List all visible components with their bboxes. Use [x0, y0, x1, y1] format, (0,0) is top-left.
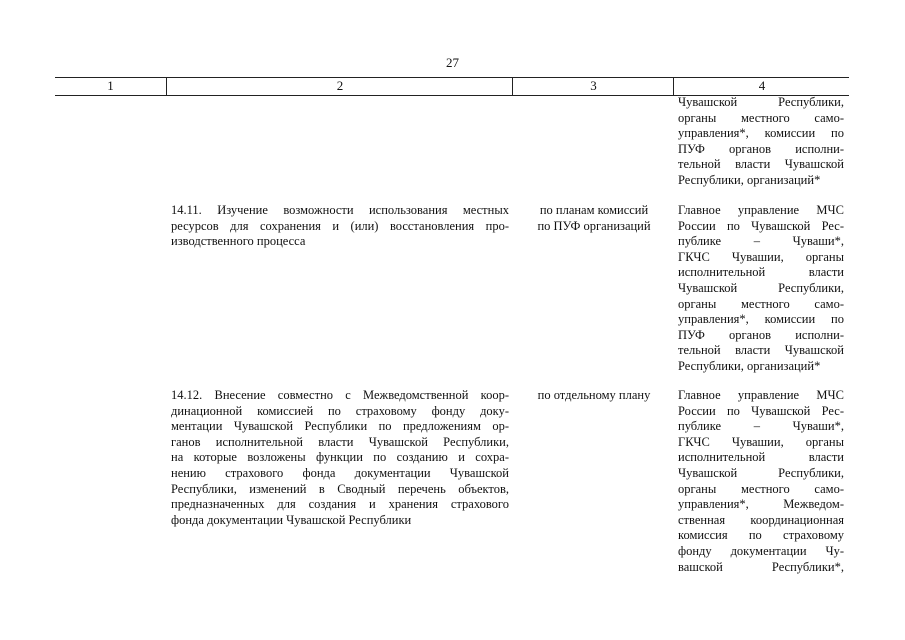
row-14-12-action-cell	[171, 388, 509, 528]
text-line: тельной власти Чувашской	[678, 157, 844, 172]
text-line: органы местного само-	[678, 481, 844, 496]
text-line: Республики, организаций*	[678, 172, 821, 187]
row-14-11-deadline-cell	[527, 203, 661, 234]
row-14-11-responsible-cell	[678, 203, 844, 375]
text-line: Республики, изменений в Сводный перечень объектов,	[171, 481, 509, 496]
row-14-11-action-cell	[171, 203, 509, 250]
text-line: изводственного процесса	[171, 234, 306, 249]
text-line: комиссия по страховому	[678, 528, 844, 543]
row-1-responsible-cell	[678, 95, 844, 189]
text-line: исполнительной власти	[678, 450, 844, 465]
text-line: России по Чувашской Рес-	[678, 403, 844, 418]
text-line: публике – Чуваши*,	[678, 419, 844, 434]
text-line: ПУФ органов исполни-	[678, 327, 844, 342]
table-header-row	[55, 77, 849, 96]
text-line: России по Чувашской Рес-	[678, 218, 844, 233]
row-14-12-responsible-cell	[678, 388, 844, 575]
column-header-3: 3	[512, 78, 674, 95]
text-line: органы местного само-	[678, 110, 844, 125]
text-line: управления*, Межведом-	[678, 497, 844, 512]
text-line: нению страхового фонда документации Чувашской	[171, 465, 509, 480]
text-line: динационной комиссией по страховому фонду доку-	[171, 403, 509, 418]
text-line: по ПУФ организаций	[537, 218, 651, 233]
text-line: на которые возложены функции по созданию и сохра-	[171, 450, 509, 465]
text-line: по отдельному плану	[537, 388, 651, 402]
text-line: Чувашской Республики,	[678, 465, 844, 480]
text-line: по планам комиссий	[539, 203, 649, 217]
text-line: ганов исполнительной власти Чувашской Республики,	[171, 434, 509, 449]
text-line: Главное управление МЧС	[678, 388, 844, 402]
text-line: ресурсов для сохранения и (или) восстановления про-	[171, 218, 509, 233]
text-line: предназначенных для создания и хранения страхового	[171, 497, 509, 512]
text-line: исполнительной власти	[678, 265, 844, 280]
text-line: 14.11. Изучение возможности использования местных	[171, 203, 509, 217]
column-header-1: 1	[107, 78, 114, 93]
text-line: публике – Чуваши*,	[678, 234, 844, 249]
text-line: 14.12. Внесение совместно с Межведомственной коор-	[171, 388, 509, 402]
text-line: Главное управление МЧС	[678, 203, 844, 217]
text-line: управления*, комиссии по	[678, 126, 844, 141]
text-line: Чувашской Республики,	[678, 280, 844, 295]
text-line: органы местного само-	[678, 296, 844, 311]
page-number: 27	[446, 55, 459, 70]
row-14-12-deadline-cell	[527, 388, 661, 404]
text-line: ПУФ органов исполни-	[678, 141, 844, 156]
column-header-4: 4	[673, 78, 850, 95]
text-line: фонда документации Чувашской Республики	[171, 512, 412, 527]
text-line: управления*, комиссии по	[678, 312, 844, 327]
column-header-2: 2	[166, 78, 513, 95]
text-line: тельной власти Чувашской	[678, 343, 844, 358]
text-line: Чувашской Республики,	[678, 95, 844, 109]
text-line: ГКЧС Чувашии, органы	[678, 249, 844, 264]
text-line: Республики, организаций*	[678, 358, 821, 373]
text-line: ГКЧС Чувашии, органы	[678, 434, 844, 449]
text-line: фонду документации Чу-	[678, 543, 844, 558]
text-line: вашской Республики*,	[678, 559, 844, 574]
text-line: ментации Чувашской Республики по предложениям ор-	[171, 419, 509, 434]
text-line: ственная координационная	[678, 512, 844, 527]
